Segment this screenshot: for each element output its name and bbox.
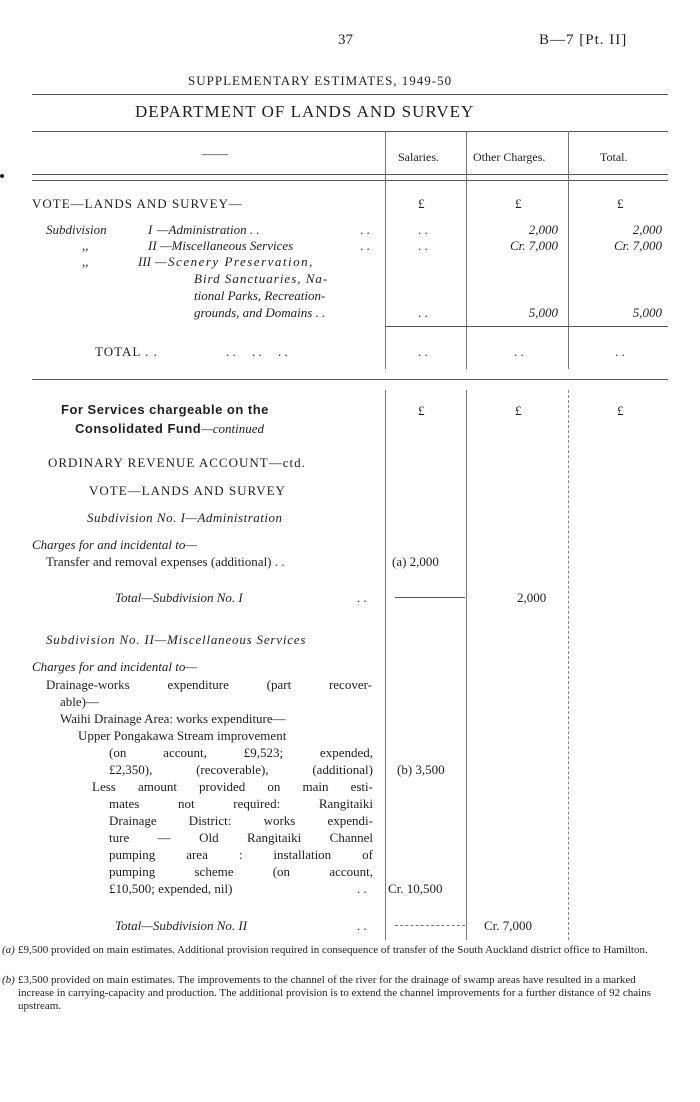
subdivision-word: Subdivision — [46, 222, 107, 237]
charges-label-1: Charges for and incidental to— — [32, 537, 197, 552]
ditto-mark-ii: ,, — [82, 238, 89, 253]
description-column-header: —— — [202, 146, 228, 161]
total-subdivision-i-rule — [395, 597, 465, 598]
summary-column-divider-2 — [466, 131, 467, 369]
subdivision-ii-other-charges: Cr. 7,000 — [509, 238, 558, 253]
subdivision-ii-salaries: . . — [418, 238, 428, 253]
detail-column-divider-1 — [385, 390, 386, 940]
subdivision-iii-label-line-3: tional Parks, Recreation- — [194, 288, 326, 303]
other-charges-column-header: Other Charges. — [473, 150, 546, 164]
salaries-column-header: Salaries. — [398, 150, 439, 164]
summary-total-currency: £ — [617, 196, 624, 211]
detail-column-divider-2 — [466, 390, 467, 940]
ordinary-revenue-account-heading: ORDINARY REVENUE ACCOUNT—ctd. — [48, 455, 306, 470]
less-amount-line-7: £10,500; expended, nil) — [109, 881, 233, 896]
detail-heading-line-1: For Services chargeable on the — [61, 402, 269, 417]
subdivision-iii-label-line-2: Bird Sanctuaries, Na- — [194, 271, 329, 286]
total-subdivision-ii-dots: . . — [357, 918, 367, 933]
subdivision-i-label: —Administration . . — [157, 222, 260, 237]
charges-label-2: Charges for and incidental to— — [32, 659, 197, 674]
running-title: SUPPLEMENTARY ESTIMATES, 1949-50 — [188, 73, 453, 88]
subdivision-i-number: I — [148, 222, 153, 237]
waihi-drainage-line: Waihi Drainage Area: works expenditure— — [60, 711, 286, 726]
footnote-a — [2, 944, 668, 957]
detail-other-currency: £ — [515, 403, 522, 418]
summary-total-dots: . . . . . . — [226, 344, 288, 359]
summary-total-label: TOTAL . . — [95, 344, 158, 359]
drainage-line-2: able)— — [60, 694, 99, 709]
summary-salaries-currency: £ — [418, 196, 425, 211]
detail-heading-line-2 — [75, 420, 264, 438]
subdivision-i-salaries: . . — [418, 222, 428, 237]
total-subdivision-ii-amount: Cr. 7,000 — [484, 918, 533, 933]
subdivision-iii-other-charges: 5,000 — [528, 305, 558, 320]
summary-column-divider-1 — [385, 131, 386, 369]
footnote-b-marker: (b) — [2, 974, 15, 986]
ditto-mark-iii: ,, — [82, 254, 89, 269]
department-heading: DEPARTMENT OF LANDS AND SURVEY — [135, 102, 475, 121]
summary-other-currency: £ — [515, 196, 522, 211]
total-column-header: Total. — [600, 150, 628, 164]
upper-pongakawa-line-3: £2,350), (recoverable), (additional) — [109, 762, 373, 777]
less-amount-line-4: ture — Old Rangitaiki Channel — [109, 830, 373, 845]
subdivision-ii-number: II — [148, 238, 157, 253]
summary-total-salaries: . . — [418, 344, 428, 359]
less-amount-line-3: Drainage District: works expendi- — [109, 813, 373, 828]
double-rule-under-column-headers — [32, 180, 668, 181]
footnote-b — [2, 974, 668, 1013]
subdivision-iii-label-line-4: grounds, and Domains . . — [194, 305, 326, 320]
upper-pongakawa-line-1: Upper Pongakawa Stream improvement — [78, 728, 287, 743]
less-amount-dots: . . — [357, 881, 367, 896]
detail-column-divider-3 — [568, 390, 569, 940]
transfer-expenses-amount: (a) 2,000 — [392, 554, 439, 569]
rule-under-title — [32, 94, 668, 95]
subdivision-ii-label: —Miscellaneous Services — [160, 238, 294, 253]
upper-pongakawa-amount: (b) 3,500 — [397, 762, 445, 777]
footnote-b-text: £3,500 provided on main estimates. The improvements to the channel of the river for the drainage of swamp areas have resulted in a marked increase in carrying-capacity and production. The additional provision is to extend the channel improvements for a further distance of 92 chains upstream. — [18, 974, 652, 1012]
total-subdivision-i-dots: . . — [357, 590, 367, 605]
consolidated-fund-text: Consolidated Fund — [75, 421, 202, 436]
detail-salaries-currency: £ — [418, 403, 425, 418]
detail-total-currency: £ — [617, 403, 624, 418]
less-amount-line-1: Less amount provided on main esti- — [92, 779, 373, 794]
subdivision-ii-total: Cr. 7,000 — [613, 238, 662, 253]
subdivision-iii-number: III — [138, 254, 151, 269]
document-reference: B—7 [Pt. II] — [539, 32, 628, 48]
less-amount-line-2: mates not required: Rangitaiki — [109, 796, 373, 811]
rule-end-of-summary — [32, 379, 668, 380]
less-amount-credit: Cr. 10,500 — [388, 881, 443, 896]
summary-vote-title: VOTE—LANDS AND SURVEY— — [32, 196, 243, 211]
total-subdivision-ii-rule — [395, 925, 465, 926]
summary-total-other-charges: . . — [514, 344, 524, 359]
footnote-a-text: £9,500 provided on main estimates. Additional provision required in consequence of transfer of the South Auckland district office to Hamilton. — [18, 944, 648, 956]
transfer-expenses-line: Transfer and removal expenses (additional) . . — [46, 554, 285, 569]
total-subdivision-i-amount: 2,000 — [517, 590, 547, 605]
footnote-a-marker: (a) — [2, 944, 15, 956]
subdivision-i-heading: Subdivision No. I—Administration — [87, 510, 283, 525]
summary-total-total: . . — [615, 344, 625, 359]
rule-under-column-headers — [32, 174, 668, 175]
subdivision-i-other-charges: 2,000 — [528, 222, 558, 237]
detail-vote-heading: VOTE—LANDS AND SURVEY — [89, 483, 286, 498]
rule-under-department — [32, 131, 668, 132]
total-subdivision-ii-label: Total—Subdivision No. II — [115, 918, 248, 933]
continued-text: —continued — [201, 421, 265, 436]
subdivision-ii-dots: . . — [360, 238, 370, 253]
subdivision-iii-label-line-1: —Scenery Preservation, — [155, 254, 314, 269]
subdivision-i-dots: . . — [360, 222, 370, 237]
subdivision-iii-total: 5,000 — [632, 305, 662, 320]
subdivision-ii-heading: Subdivision No. II—Miscellaneous Services — [46, 632, 307, 647]
subdivision-iii-salaries: . . — [418, 305, 428, 320]
less-amount-line-5: pumping area : installation of — [109, 847, 373, 862]
rule-above-summary-total — [385, 326, 668, 327]
summary-column-divider-3 — [568, 131, 569, 369]
less-amount-line-6: pumping scheme (on account, — [109, 864, 373, 879]
page-number: 37 — [338, 32, 353, 48]
drainage-line-1: Drainage-works expenditure (part recover- — [46, 677, 372, 692]
subdivision-i-total: 2,000 — [632, 222, 662, 237]
upper-pongakawa-line-2: (on account, £9,523; expended, — [109, 745, 373, 760]
margin-mark — [0, 174, 4, 178]
total-subdivision-i-label: Total—Subdivision No. I — [115, 590, 243, 605]
